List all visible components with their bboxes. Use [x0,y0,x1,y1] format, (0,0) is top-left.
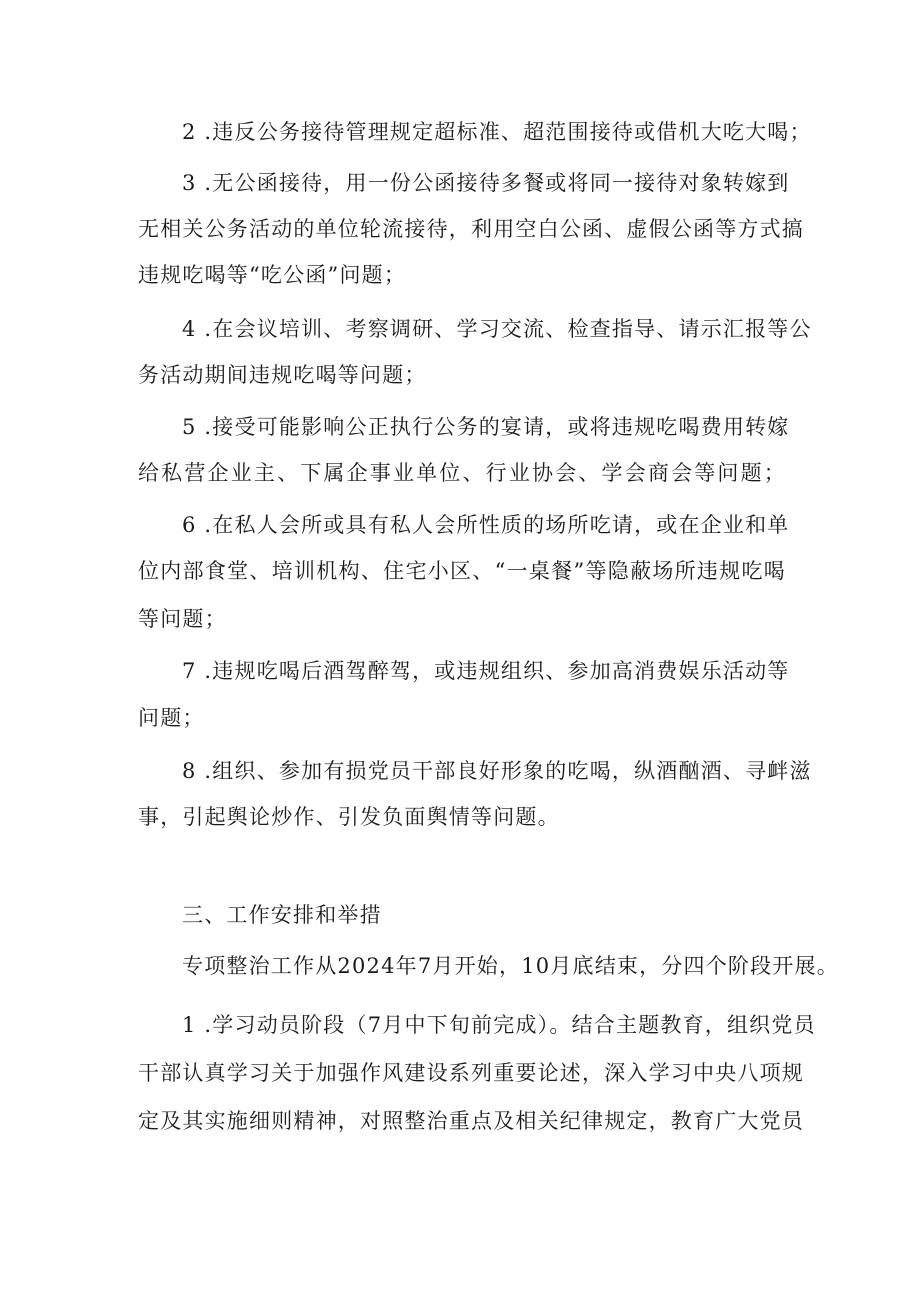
paragraph: 专项整治工作从2024年7月开始，10月底结束，分四个阶段开展。 [182,954,839,978]
list-item-3: 3 .无公函接待，用一份公函接待多餐或将同一接待对象转嫁到 [182,171,790,195]
list-item-6: 6 .在私人会所或具有私人会所性质的场所吃请，或在企业和单 [182,513,790,537]
list-item-1-continuation: 干部认真学习关于加强作风建设系列重要论述，深入学习中央八项规 [138,1061,804,1085]
list-item-3-continuation: 无相关公务活动的单位轮流接待，利用空白公函、虚假公函等方式搞 [138,217,804,241]
list-item-6-continuation: 等问题； [138,607,227,631]
list-item-5-continuation: 给私营企业主、下属企事业单位、行业协会、学会商会等问题； [138,461,786,485]
list-item-7-continuation: 问题； [138,706,205,730]
list-item-3-continuation: 违规吃喝等“吃公函”问题； [138,263,407,287]
list-item-6-continuation: 位内部食堂、培训机构、住宅小区、“一桌餐”等隐蔽场所违规吃喝 [138,559,786,583]
list-item-2: 2 .违反公务接待管理规定超标准、超范围接待或借机大吃大喝； [182,120,812,144]
list-item-8: 8 .组织、参加有损党员干部良好形象的吃喝，纵酒酗酒、寻衅滋 [182,759,812,783]
list-item-1: 1 .学习动员阶段（7月中下旬前完成）。结合主题教育，组织党员 [182,1013,816,1037]
list-item-8-continuation: 事，引起舆论炒作、引发负面舆情等问题。 [138,805,560,829]
list-item-4-continuation: 务活动期间违规吃喝等问题； [138,363,427,387]
list-item-7: 7 .违规吃喝后酒驾醉驾，或违规组织、参加高消费娱乐活动等 [182,659,790,683]
list-item-4: 4 .在会议培训、考察调研、学习交流、检查指导、请示汇报等公 [182,317,812,341]
section-heading: 三、工作安排和举措 [182,903,382,927]
list-item-5: 5 .接受可能影响公正执行公务的宴请，或将违规吃喝费用转嫁 [182,415,790,439]
list-item-1-continuation: 定及其实施细则精神，对照整治重点及相关纪律规定，教育广大党员 [138,1109,804,1133]
